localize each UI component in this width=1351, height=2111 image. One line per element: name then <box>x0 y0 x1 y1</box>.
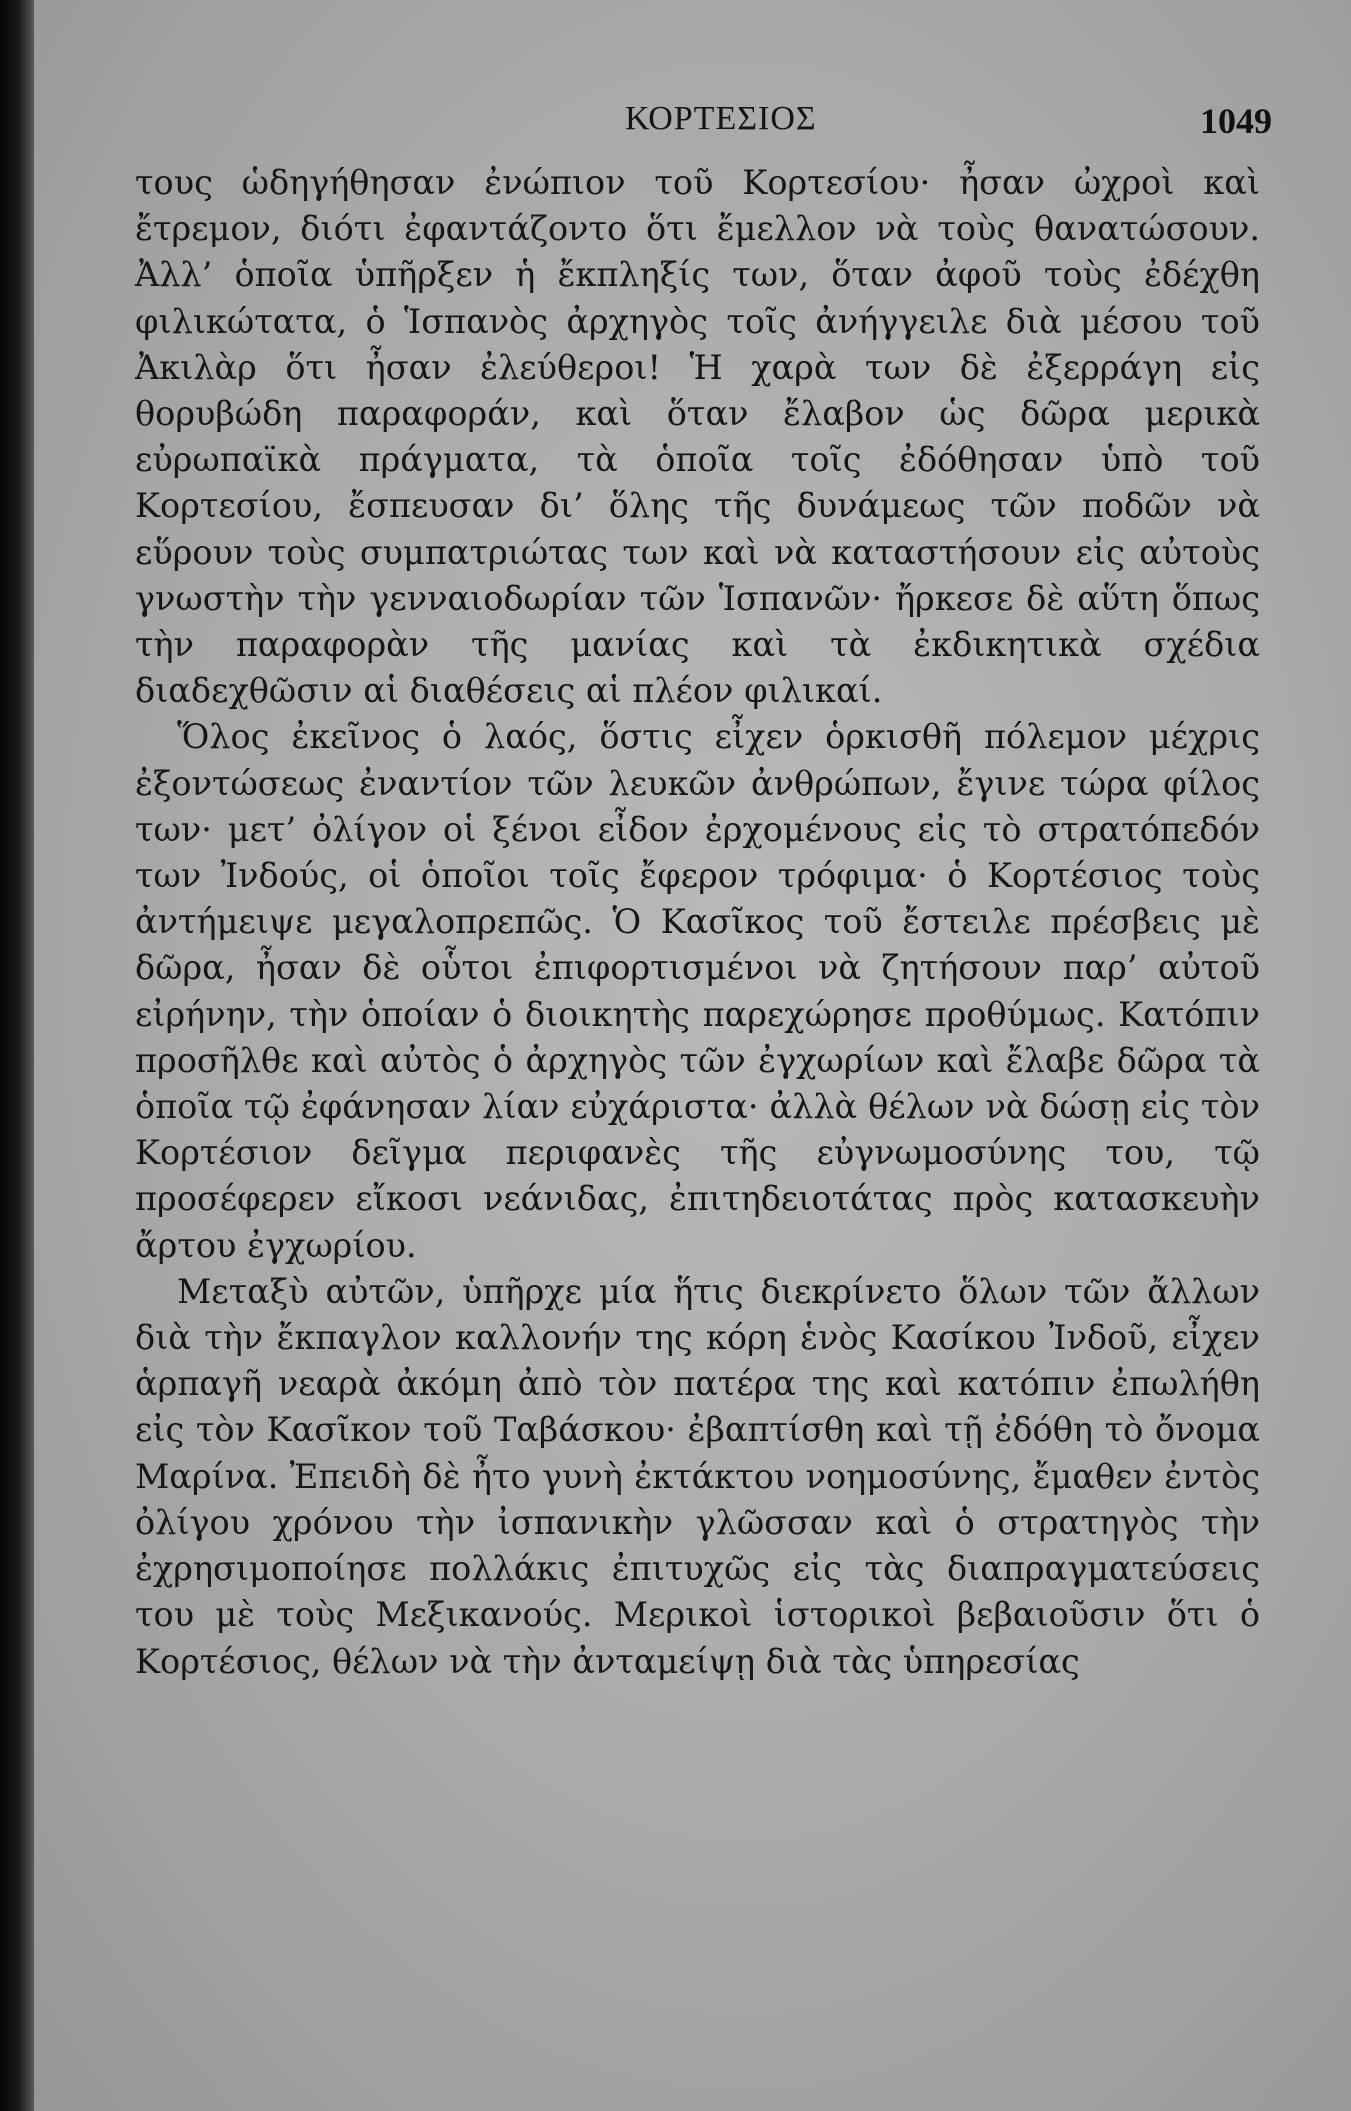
running-head-title: ΚΟΡΤΕΣΙΟΣ <box>625 100 817 137</box>
paragraph-continuation: τους ὡδηγήθησαν ἐνώπιον τοῦ Κορτεσίου· ἦσαν ὠχροὶ καὶ ἔτρεμον, διότι ἐφαντάζοντο ὅτι ἔμελλον νὰ τοὺς θανατώσουν. Ἀλλ’ ὁποῖα ὑπῆρξεν ἡ ἔκπληξίς των, ὅταν ἀφοῦ τοὺς ἐδέχθη φιλικώτατα, ὁ Ἱσπανὸς ἀρχηγὸς τοῖς ἀνήγγειλε διὰ μέσου τοῦ Ἀκιλὰρ ὅτι ἦσαν ἐλεύθεροι! Ἡ χαρὰ των δὲ ἐξερράγη εἰς θορυβώδη παραφοράν, καὶ ὅταν ἔλαβον ὡς δῶρα μερικὰ εὐρωπαϊκὰ πράγματα, τὰ ὁποῖα τοῖς ἐδόθησαν ὑπὸ τοῦ Κορτεσίου, ἔσπευσαν δι’ ὅλης τῆς δυνάμεως τῶν ποδῶν νὰ εὕρουν τοὺς συμπατριώτας των καὶ νὰ καταστήσουν εἰς αὐτοὺς γνωστὴν τὴν γενναιοδωρίαν τῶν Ἱσπανῶν· ἤρκεσε δὲ αὕτη ὅπως τὴν παραφορὰν τῆς μανίας καὶ τὰ ἐκδικητικὰ σχέδια διαδεχθῶσιν αἱ διαθέσεις αἱ πλέον φιλικαί. <box>135 163 1260 711</box>
book-spine-shadow <box>0 0 34 2111</box>
page-number: 1049 <box>1200 101 1272 141</box>
paragraph: Ὅλος ἐκεῖνος ὁ λαός, ὅστις εἶχεν ὁρκισθῆ πόλεμον μέχρις ἐξοντώσεως ἐναντίον τῶν λευκῶν ἀνθρώπων, ἔγινε τώρα φίλος των· μετ’ ὀλίγον οἱ ξένοι εἶδον ἐρχομένους εἰς τὸ στρατόπεδόν των Ἰνδούς, οἱ ὁποῖοι τοῖς ἔφερον τρόφιμα· ὁ Κορτέσιος τοὺς ἀντήμειψε μεγαλοπρεπῶς. Ὁ Κασῖκος τοῦ ἔστειλε πρέσβεις μὲ δῶρα, ἦσαν δὲ οὗτοι ἐπιφορτισμένοι νὰ ζητήσουν παρ’ αὐτοῦ εἰρήνην, τὴν ὁποίαν ὁ διοικητὴς παρεχώρησε προθύμως. Κατόπιν προσῆλθε καὶ αὐτὸς ὁ ἀρχηγὸς τῶν ἐγχωρίων καὶ ἔλαβε δῶρα τὰ ὁποῖα τῷ ἐφάνησαν λίαν εὐχάριστα· ἀλλὰ θέλων νὰ δώσῃ εἰς τὸν Κορτέσιον δεῖγμα περιφανὲς τῆς εὐγνωμοσύνης του, τῷ προσέφερεν εἴκοσι νεάνιδας, ἐπιτηδειοτάτας πρὸς κατασκευὴν ἄρτου ἐγχωρίου. <box>135 717 1260 1265</box>
page-header <box>0 100 1351 160</box>
body-text <box>135 160 1260 1685</box>
paragraph: Μεταξὺ αὐτῶν, ὑπῆρχε μία ἥτις διεκρίνετο ὅλων τῶν ἄλλων διὰ τὴν ἔκπαγλον καλλονήν της κόρη ἑνὸς Κασίκου Ἰνδοῦ, εἶχεν ἁρπαγῆ νεαρὰ ἀκόμη ἀπὸ τὸν πατέρα της καὶ κατόπιν ἐπωλήθη εἰς τὸν Κασῖκον τοῦ Ταβάσκου· ἐβαπτίσθη καὶ τῇ ἐδόθη τὸ ὄνομα Μαρίνα. Ἐπειδὴ δὲ ἦτο γυνὴ ἐκτάκτου νοημοσύνης, ἔμαθεν ἐντὸς ὀλίγου χρόνου τὴν ἰσπανικὴν γλῶσσαν καὶ ὁ στρατηγὸς τὴν ἐχρησιμοποίησε πολλάκις ἐπιτυχῶς εἰς τὰς διαπραγματεύσεις του μὲ τοὺς Μεξικανούς. Μερικοὶ ἱστορικοὶ βεβαιοῦσιν ὅτι ὁ Κορτέσιος, θέλων νὰ τὴν ἀνταμείψῃ διὰ τὰς ὑπηρεσίας <box>135 1271 1260 1681</box>
